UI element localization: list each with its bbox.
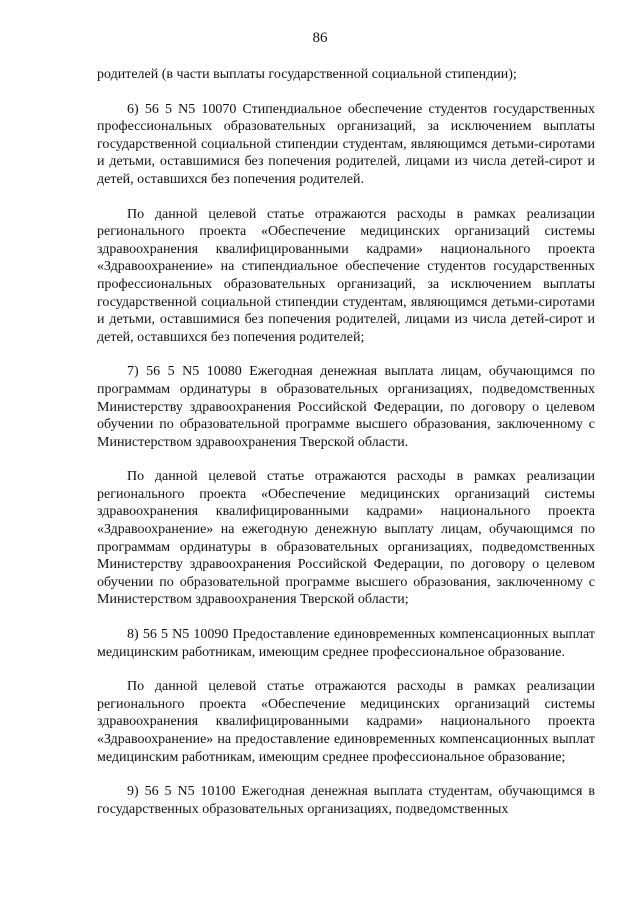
- paragraph-item-9: 9) 56 5 N5 10100 Ежегодная денежная выплата студентам, обучающимся в государственных образовательных организациях, подведомственных: [97, 784, 595, 817]
- paragraph-item-7: 7) 56 5 N5 10080 Ежегодная денежная выплата лицам, обучающимся по программам ординатуры в образовательных организациях, подведомственных Министерству здравоохранения Российской Федерации, по договору о целевом обучении по образовательной программе высшего образования, заключенному с Министерством здравоохранения Тверской области.: [97, 364, 595, 450]
- paragraph-item-6-description: По данной целевой статье отражаются расходы в рамках реализации регионального проекта «Обеспечение медицинских организаций системы здравоохранения квалифицированными кадрами» национального проекта «Здравоохранение» на стипендиальное обеспечение студентов государственных профессиональных образовательных организаций, за исключением выплаты государственной социальной стипендии студентам, являющимся детьми-сиротами и детьми, оставшимися без попечения родителей, лицами из числа детей-сирот и детей, оставшихся без попечения родителей;: [97, 206, 595, 345]
- paragraph-item-8-description: По данной целевой статье отражаются расходы в рамках реализации регионального проекта «Обеспечение медицинских организаций системы здравоохранения квалифицированными кадрами» национального проекта «Здравоохранение» на предоставление единовременных компенсационных выплат медицинским работникам, имеющим среднее профессиональное образование;: [97, 679, 595, 765]
- page-number: 86: [312, 30, 328, 46]
- document-body: [97, 66, 595, 818]
- paragraph-item-6: 6) 56 5 N5 10070 Стипендиальное обеспечение студентов государственных профессиональных образовательных организаций, за исключением выплаты государственной социальной стипендии студентам, являющимся детьми-сиротами и детьми, оставшимися без попечения родителей, лицами из числа детей-сирот и детей, оставшихся без попечения родителей.: [97, 101, 595, 187]
- paragraph-item-7-description: По данной целевой статье отражаются расходы в рамках реализации регионального проекта «Обеспечение медицинских организаций системы здравоохранения квалифицированными кадрами» национального проекта «Здравоохранение» на ежегодную денежную выплату лицам, обучающимся по программам ординатуры в образовательных организациях, подведомственных Министерству здравоохранения Российской Федерации, по договору о целевом обучении по образовательной программе высшего образования, заключенному с Министерством здравоохранения Тверской области;: [97, 469, 595, 608]
- paragraph-item-8: 8) 56 5 N5 10090 Предоставление единовременных компенсационных выплат медицинским работникам, имеющим среднее профессиональное образование.: [97, 627, 595, 660]
- paragraph-continuation: родителей (в части выплаты государственной социальной стипендии);: [97, 67, 517, 82]
